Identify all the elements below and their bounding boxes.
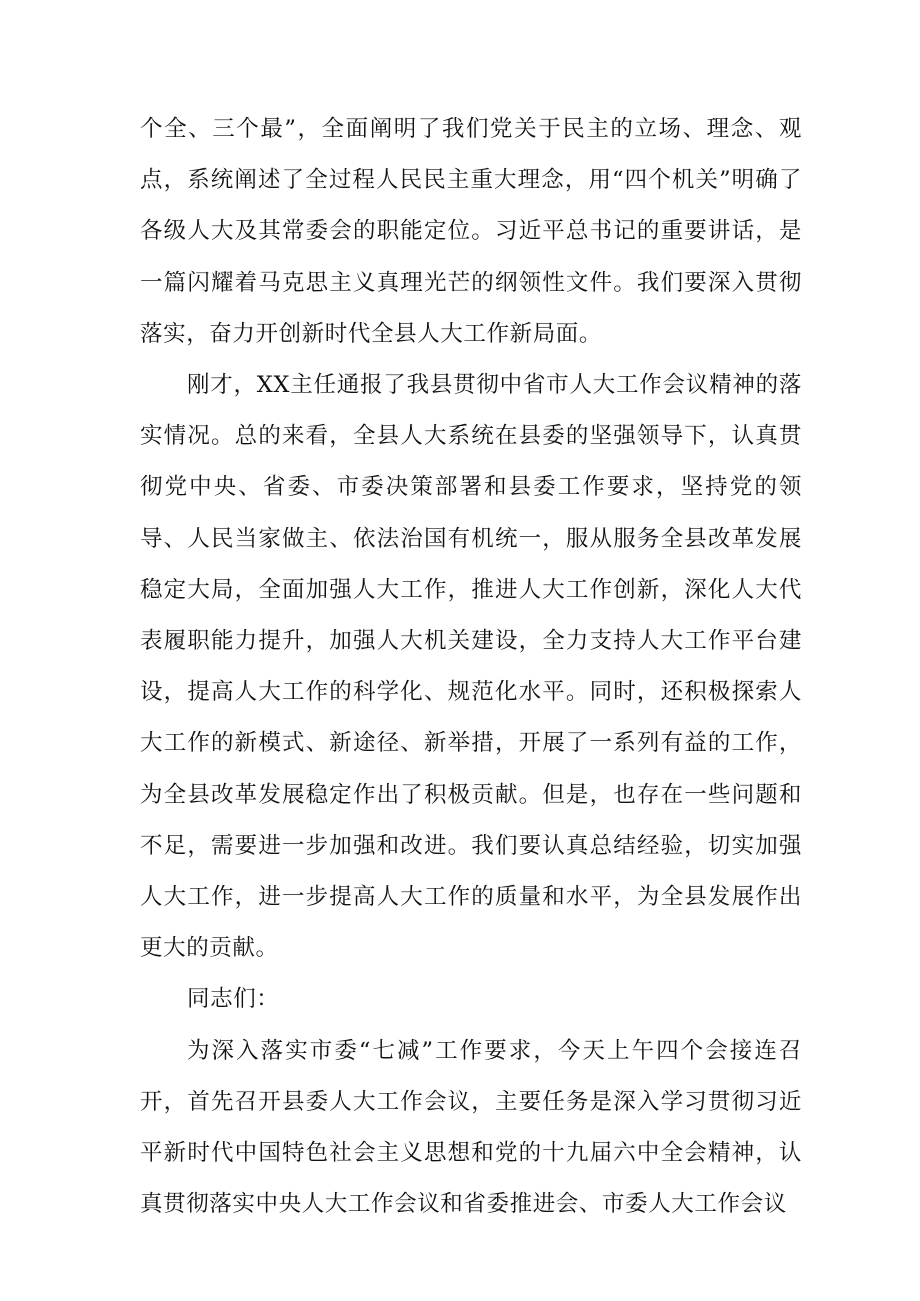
paragraph-3-salutation: 同志们： (187, 986, 280, 1013)
paragraph-4: 为深入落实市委“七减”工作要求，今天上午四个会接连召开，首先召开县委人大工作会议，主要任务是深入学习贯彻习近平新时代中国特色社会主义思想和党的十九届六中全会精神，认真贯彻落实中央人大工作会议和省委推进会、市委人大工作会议 (140, 1037, 802, 1218)
paragraph-1: 个全、三个最”，全面阐明了我们党关于民主的立场、理念、观点，系统阐述了全过程人民民主重大理念，用“四个机关”明确了各级人大及其常委会的职能定位。习近平总书记的重要讲话，是一篇闪耀着马克思主义真理光芒的纲领性文件。我们要深入贯彻落实，奋力开创新时代全县人大工作新局面。 (140, 116, 802, 347)
document-body (140, 104, 802, 1230)
paragraph-2: 刚才，XX主任通报了我县贯彻中省市人大工作会议精神的落实情况。总的来看，全县人大系统在县委的坚强领导下，认真贯彻党中央、省委、市委决策部署和县委工作要求，坚持党的领导、人民当家做主、依法治国有机统一，服从服务全县改革发展稳定大局，全面加强人大工作，推进人大工作创新，深化人大代表履职能力提升，加强人大机关建设，全力支持人大工作平台建设，提高人大工作的科学化、规范化水平。同时，还积极探索人大工作的新模式、新途径、新举措，开展了一系列有益的工作，为全县改革发展稳定作出了积极贡献。但是，也存在一些问题和不足，需要进一步加强和改进。我们要认真总结经验，切实加强人大工作，进一步提高人大工作的质量和水平，为全县发展作出更大的贡献。 (140, 372, 802, 962)
